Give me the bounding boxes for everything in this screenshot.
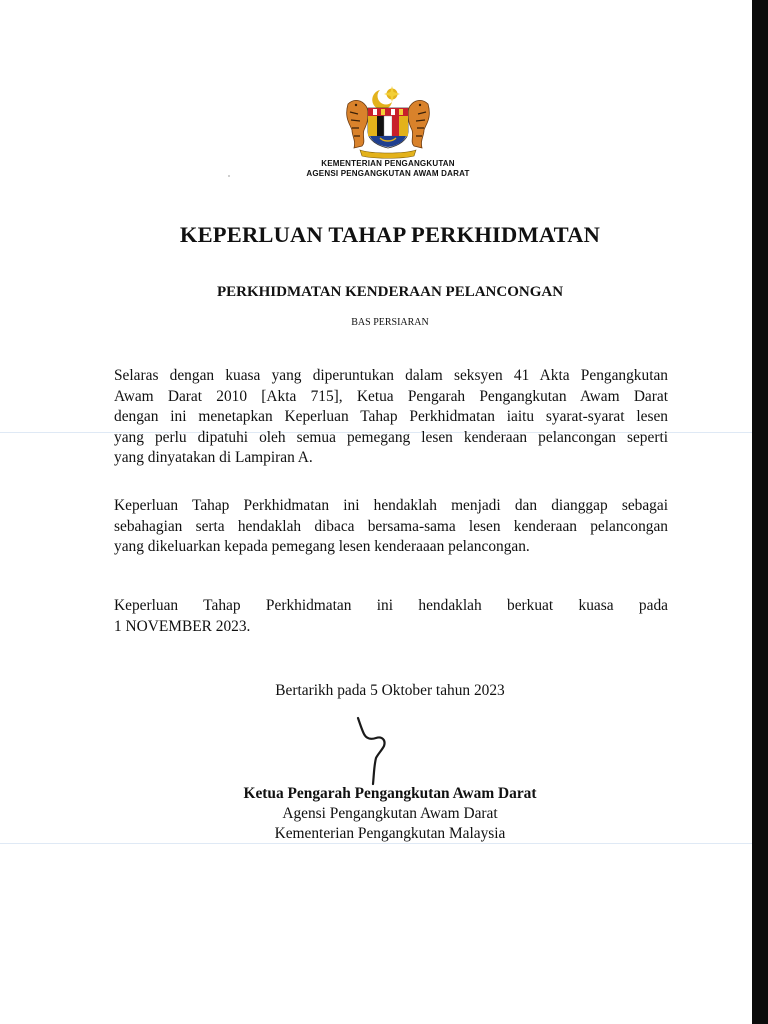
paragraph-line: Awam Darat 2010 [Akta 715], Ketua Pengarah Pengangkutan Awam Darat bbox=[114, 387, 668, 405]
document-category: BAS PERSIARAN bbox=[351, 317, 429, 328]
ministry-name: KEMENTERIAN PENGANGKUTAN bbox=[321, 159, 455, 168]
paragraph-line: Keperluan Tahap Perkhidmatan ini hendaklah berkuat kuasa pada bbox=[114, 597, 668, 614]
paragraph-line: yang dinyatakan di Lampiran A. bbox=[114, 449, 313, 467]
date-statement: Bertarikh pada 5 Oktober tahun 2023 bbox=[275, 682, 505, 699]
paragraph-line: 1 NOVEMBER 2023. bbox=[114, 617, 251, 635]
paragraph-licence bbox=[114, 496, 668, 558]
agency-name: AGENSI PENGANGKUTAN AWAM DARAT bbox=[306, 169, 470, 178]
malaysia-coat-of-arms-icon bbox=[340, 84, 436, 160]
scan-speck bbox=[228, 175, 230, 177]
paragraph-line: yang perlu dipatuhi oleh semua pemegang lesen kenderaan pelancongan seperti bbox=[114, 428, 668, 446]
paragraph-line: dengan ini menetapkan Keperluan Tahap Perkhidmatan iaitu syarat-syarat lesen bbox=[114, 408, 668, 426]
paragraph-authority bbox=[114, 366, 668, 469]
paragraph-line: Selaras dengan kuasa yang diperuntukan dalam seksyen 41 Akta Pengangkutan bbox=[114, 367, 668, 384]
signatory-block bbox=[190, 784, 590, 844]
paragraph-line: yang dikeluarkan kepada pemegang lesen kenderaaan pelancongan. bbox=[114, 538, 530, 556]
signatory-title: Ketua Pengarah Pengangkutan Awam Darat bbox=[243, 785, 537, 802]
page-edge-shadow bbox=[752, 0, 768, 1024]
signatory-agency: Agensi Pengangkutan Awam Darat bbox=[282, 805, 498, 822]
handwritten-signature-icon bbox=[352, 714, 402, 786]
signatory-ministry: Kementerian Pengangkutan Malaysia bbox=[274, 825, 506, 842]
document-title: KEPERLUAN TAHAP PERKHIDMATAN bbox=[179, 222, 601, 247]
document-subtitle: PERKHIDMATAN KENDERAAN PELANCONGAN bbox=[216, 284, 564, 300]
paragraph-line: sebahagian serta hendaklah dibaca bersama-sama lesen kenderaan pelancongan bbox=[114, 517, 668, 535]
paragraph-effective-date bbox=[114, 596, 668, 637]
paragraph-line: Keperluan Tahap Perkhidmatan ini hendaklah menjadi dan dianggap sebagai bbox=[114, 497, 668, 514]
